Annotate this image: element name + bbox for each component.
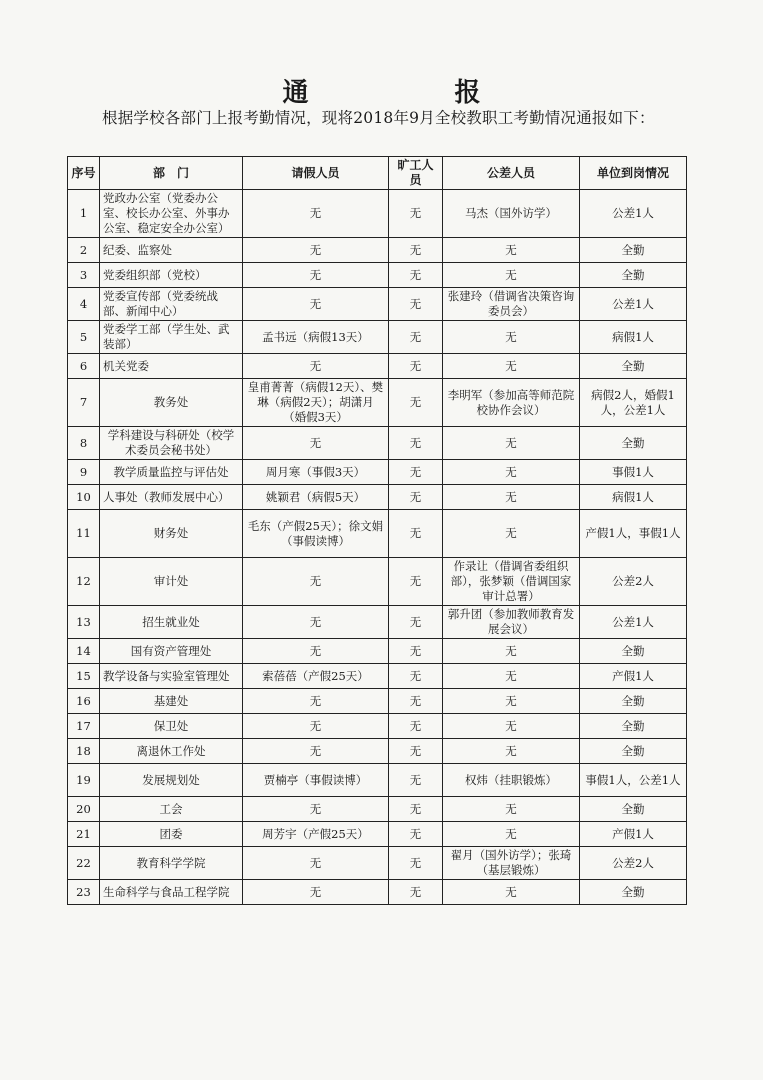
cell-dept: 保卫处 bbox=[100, 714, 243, 739]
header-leave: 请假人员 bbox=[243, 157, 389, 190]
cell-leave: 无 bbox=[243, 714, 389, 739]
cell-status: 全勤 bbox=[580, 739, 687, 764]
cell-dept: 党委学工部（学生处、武装部） bbox=[100, 321, 243, 354]
cell-business: 郭升团（参加教师教育发展会议） bbox=[443, 606, 580, 639]
table-row bbox=[68, 510, 687, 558]
cell-status: 全勤 bbox=[580, 880, 687, 905]
cell-business: 无 bbox=[443, 321, 580, 354]
cell-dept: 发展规划处 bbox=[100, 764, 243, 797]
cell-business: 无 bbox=[443, 354, 580, 379]
cell-leave: 周芳宇（产假25天） bbox=[243, 822, 389, 847]
cell-absent: 无 bbox=[389, 880, 443, 905]
cell-business: 无 bbox=[443, 739, 580, 764]
cell-no: 5 bbox=[68, 321, 100, 354]
cell-no: 14 bbox=[68, 639, 100, 664]
header-no: 序号 bbox=[68, 157, 100, 190]
table-row bbox=[68, 288, 687, 321]
cell-status: 全勤 bbox=[580, 714, 687, 739]
cell-status: 全勤 bbox=[580, 263, 687, 288]
cell-status: 产假1人 bbox=[580, 664, 687, 689]
cell-dept: 教学设备与实验室管理处 bbox=[100, 664, 243, 689]
cell-business: 无 bbox=[443, 797, 580, 822]
cell-leave: 无 bbox=[243, 689, 389, 714]
cell-dept: 生命科学与食品工程学院 bbox=[100, 880, 243, 905]
table-row bbox=[68, 797, 687, 822]
cell-dept: 教务处 bbox=[100, 379, 243, 427]
cell-absent: 无 bbox=[389, 263, 443, 288]
cell-status: 全勤 bbox=[580, 354, 687, 379]
table-row bbox=[68, 639, 687, 664]
header-business: 公差人员 bbox=[443, 157, 580, 190]
table-row bbox=[68, 263, 687, 288]
cell-business: 无 bbox=[443, 427, 580, 460]
header-dept: 部 门 bbox=[100, 157, 243, 190]
page-title: 通 报 bbox=[282, 78, 541, 108]
cell-absent: 无 bbox=[389, 238, 443, 263]
cell-dept: 学科建设与科研处（校学术委员会秘书处） bbox=[100, 427, 243, 460]
cell-no: 4 bbox=[68, 288, 100, 321]
cell-leave: 无 bbox=[243, 797, 389, 822]
cell-no: 12 bbox=[68, 558, 100, 606]
cell-no: 15 bbox=[68, 664, 100, 689]
cell-absent: 无 bbox=[389, 460, 443, 485]
table-row bbox=[68, 485, 687, 510]
cell-dept: 党委组织部（党校） bbox=[100, 263, 243, 288]
table-header-row bbox=[68, 157, 687, 190]
table-row bbox=[68, 379, 687, 427]
cell-dept: 财务处 bbox=[100, 510, 243, 558]
cell-status: 产假1人，事假1人 bbox=[580, 510, 687, 558]
cell-status: 公差1人 bbox=[580, 606, 687, 639]
cell-absent: 无 bbox=[389, 689, 443, 714]
cell-dept: 基建处 bbox=[100, 689, 243, 714]
cell-absent: 无 bbox=[389, 606, 443, 639]
cell-status: 全勤 bbox=[580, 797, 687, 822]
cell-no: 13 bbox=[68, 606, 100, 639]
cell-status: 事假1人，公差1人 bbox=[580, 764, 687, 797]
cell-absent: 无 bbox=[389, 739, 443, 764]
cell-leave: 索蓓蓓（产假25天） bbox=[243, 664, 389, 689]
cell-business: 无 bbox=[443, 485, 580, 510]
cell-no: 16 bbox=[68, 689, 100, 714]
cell-absent: 无 bbox=[389, 558, 443, 606]
cell-business: 张建玲（借调省决策咨询委员会） bbox=[443, 288, 580, 321]
cell-absent: 无 bbox=[389, 822, 443, 847]
cell-dept: 审计处 bbox=[100, 558, 243, 606]
cell-business: 作录让（借调省委组织部），张梦颖（借调国家审计总署） bbox=[443, 558, 580, 606]
cell-no: 11 bbox=[68, 510, 100, 558]
cell-leave: 无 bbox=[243, 190, 389, 238]
cell-leave: 无 bbox=[243, 739, 389, 764]
table-row bbox=[68, 427, 687, 460]
cell-dept: 招生就业处 bbox=[100, 606, 243, 639]
table-row bbox=[68, 354, 687, 379]
cell-status: 事假1人 bbox=[580, 460, 687, 485]
table-row bbox=[68, 606, 687, 639]
cell-no: 23 bbox=[68, 880, 100, 905]
cell-dept: 教育科学学院 bbox=[100, 847, 243, 880]
cell-no: 2 bbox=[68, 238, 100, 263]
table-row bbox=[68, 190, 687, 238]
table-row bbox=[68, 558, 687, 606]
cell-no: 18 bbox=[68, 739, 100, 764]
cell-absent: 无 bbox=[389, 485, 443, 510]
cell-leave: 无 bbox=[243, 238, 389, 263]
cell-leave: 无 bbox=[243, 639, 389, 664]
cell-no: 10 bbox=[68, 485, 100, 510]
cell-business: 翟月（国外访学）；张琦（基层锻炼） bbox=[443, 847, 580, 880]
table-row bbox=[68, 714, 687, 739]
table-row bbox=[68, 880, 687, 905]
cell-business: 无 bbox=[443, 238, 580, 263]
cell-dept: 工会 bbox=[100, 797, 243, 822]
cell-absent: 无 bbox=[389, 664, 443, 689]
cell-status: 病假2人，婚假1人，公差1人 bbox=[580, 379, 687, 427]
cell-absent: 无 bbox=[389, 847, 443, 880]
cell-status: 公差2人 bbox=[580, 558, 687, 606]
cell-leave: 无 bbox=[243, 288, 389, 321]
attendance-table bbox=[67, 156, 687, 905]
cell-no: 7 bbox=[68, 379, 100, 427]
table-row bbox=[68, 847, 687, 880]
cell-leave: 孟书远（病假13天） bbox=[243, 321, 389, 354]
cell-status: 产假1人 bbox=[580, 822, 687, 847]
cell-business: 无 bbox=[443, 510, 580, 558]
cell-leave: 无 bbox=[243, 558, 389, 606]
cell-leave: 姚颖君（病假5天） bbox=[243, 485, 389, 510]
cell-dept: 机关党委 bbox=[100, 354, 243, 379]
cell-status: 公差1人 bbox=[580, 190, 687, 238]
cell-no: 20 bbox=[68, 797, 100, 822]
table-row bbox=[68, 822, 687, 847]
cell-absent: 无 bbox=[389, 379, 443, 427]
cell-dept: 党政办公室（党委办公室、校长办公室、外事办公室、稳定安全办公室） bbox=[100, 190, 243, 238]
cell-absent: 无 bbox=[389, 714, 443, 739]
cell-dept: 教学质量监控与评估处 bbox=[100, 460, 243, 485]
cell-absent: 无 bbox=[389, 639, 443, 664]
cell-no: 8 bbox=[68, 427, 100, 460]
cell-status: 病假1人 bbox=[580, 485, 687, 510]
header-absent: 旷工人员 bbox=[389, 157, 443, 190]
cell-absent: 无 bbox=[389, 797, 443, 822]
cell-leave: 毛东（产假25天）；徐文娟（事假读博） bbox=[243, 510, 389, 558]
cell-business: 无 bbox=[443, 689, 580, 714]
cell-no: 21 bbox=[68, 822, 100, 847]
cell-business: 无 bbox=[443, 460, 580, 485]
cell-dept: 团委 bbox=[100, 822, 243, 847]
cell-business: 李明军（参加高等师范院校协作会议） bbox=[443, 379, 580, 427]
cell-business: 马杰（国外访学） bbox=[443, 190, 580, 238]
cell-dept: 国有资产管理处 bbox=[100, 639, 243, 664]
cell-no: 19 bbox=[68, 764, 100, 797]
cell-business: 无 bbox=[443, 263, 580, 288]
cell-leave: 无 bbox=[243, 847, 389, 880]
cell-dept: 离退休工作处 bbox=[100, 739, 243, 764]
cell-no: 3 bbox=[68, 263, 100, 288]
header-status: 单位到岗情况 bbox=[580, 157, 687, 190]
table-row bbox=[68, 664, 687, 689]
cell-no: 17 bbox=[68, 714, 100, 739]
cell-absent: 无 bbox=[389, 190, 443, 238]
cell-status: 全勤 bbox=[580, 689, 687, 714]
cell-absent: 无 bbox=[389, 354, 443, 379]
cell-absent: 无 bbox=[389, 764, 443, 797]
table-row bbox=[68, 238, 687, 263]
table-row bbox=[68, 739, 687, 764]
cell-dept: 人事处（教师发展中心） bbox=[100, 485, 243, 510]
table-row bbox=[68, 321, 687, 354]
cell-business: 无 bbox=[443, 822, 580, 847]
intro-paragraph: 根据学校各部门上报考勤情况，现将2018年9月全校教职工考勤情况通报如下： bbox=[102, 109, 655, 127]
cell-status: 公差1人 bbox=[580, 288, 687, 321]
cell-no: 22 bbox=[68, 847, 100, 880]
cell-leave: 皇甫菁菁（病假12天）、樊琳（病假2天）；胡潇月（婚假3天） bbox=[243, 379, 389, 427]
cell-business: 无 bbox=[443, 880, 580, 905]
cell-no: 1 bbox=[68, 190, 100, 238]
cell-no: 6 bbox=[68, 354, 100, 379]
table-row bbox=[68, 764, 687, 797]
cell-dept: 纪委、监察处 bbox=[100, 238, 243, 263]
cell-no: 9 bbox=[68, 460, 100, 485]
cell-leave: 无 bbox=[243, 427, 389, 460]
cell-business: 无 bbox=[443, 664, 580, 689]
cell-leave: 周月寒（事假3天） bbox=[243, 460, 389, 485]
cell-business: 无 bbox=[443, 714, 580, 739]
cell-absent: 无 bbox=[389, 427, 443, 460]
cell-absent: 无 bbox=[389, 321, 443, 354]
cell-status: 全勤 bbox=[580, 427, 687, 460]
cell-leave: 无 bbox=[243, 263, 389, 288]
table-row bbox=[68, 460, 687, 485]
cell-dept: 党委宣传部（党委统战部、新闻中心） bbox=[100, 288, 243, 321]
cell-status: 病假1人 bbox=[580, 321, 687, 354]
cell-leave: 无 bbox=[243, 354, 389, 379]
cell-leave: 无 bbox=[243, 880, 389, 905]
cell-leave: 无 bbox=[243, 606, 389, 639]
cell-status: 全勤 bbox=[580, 639, 687, 664]
cell-status: 全勤 bbox=[580, 238, 687, 263]
cell-business: 无 bbox=[443, 639, 580, 664]
cell-status: 公差2人 bbox=[580, 847, 687, 880]
cell-business: 权炜（挂职锻炼） bbox=[443, 764, 580, 797]
cell-leave: 贾楠亭（事假读博） bbox=[243, 764, 389, 797]
table-row bbox=[68, 689, 687, 714]
cell-absent: 无 bbox=[389, 288, 443, 321]
cell-absent: 无 bbox=[389, 510, 443, 558]
